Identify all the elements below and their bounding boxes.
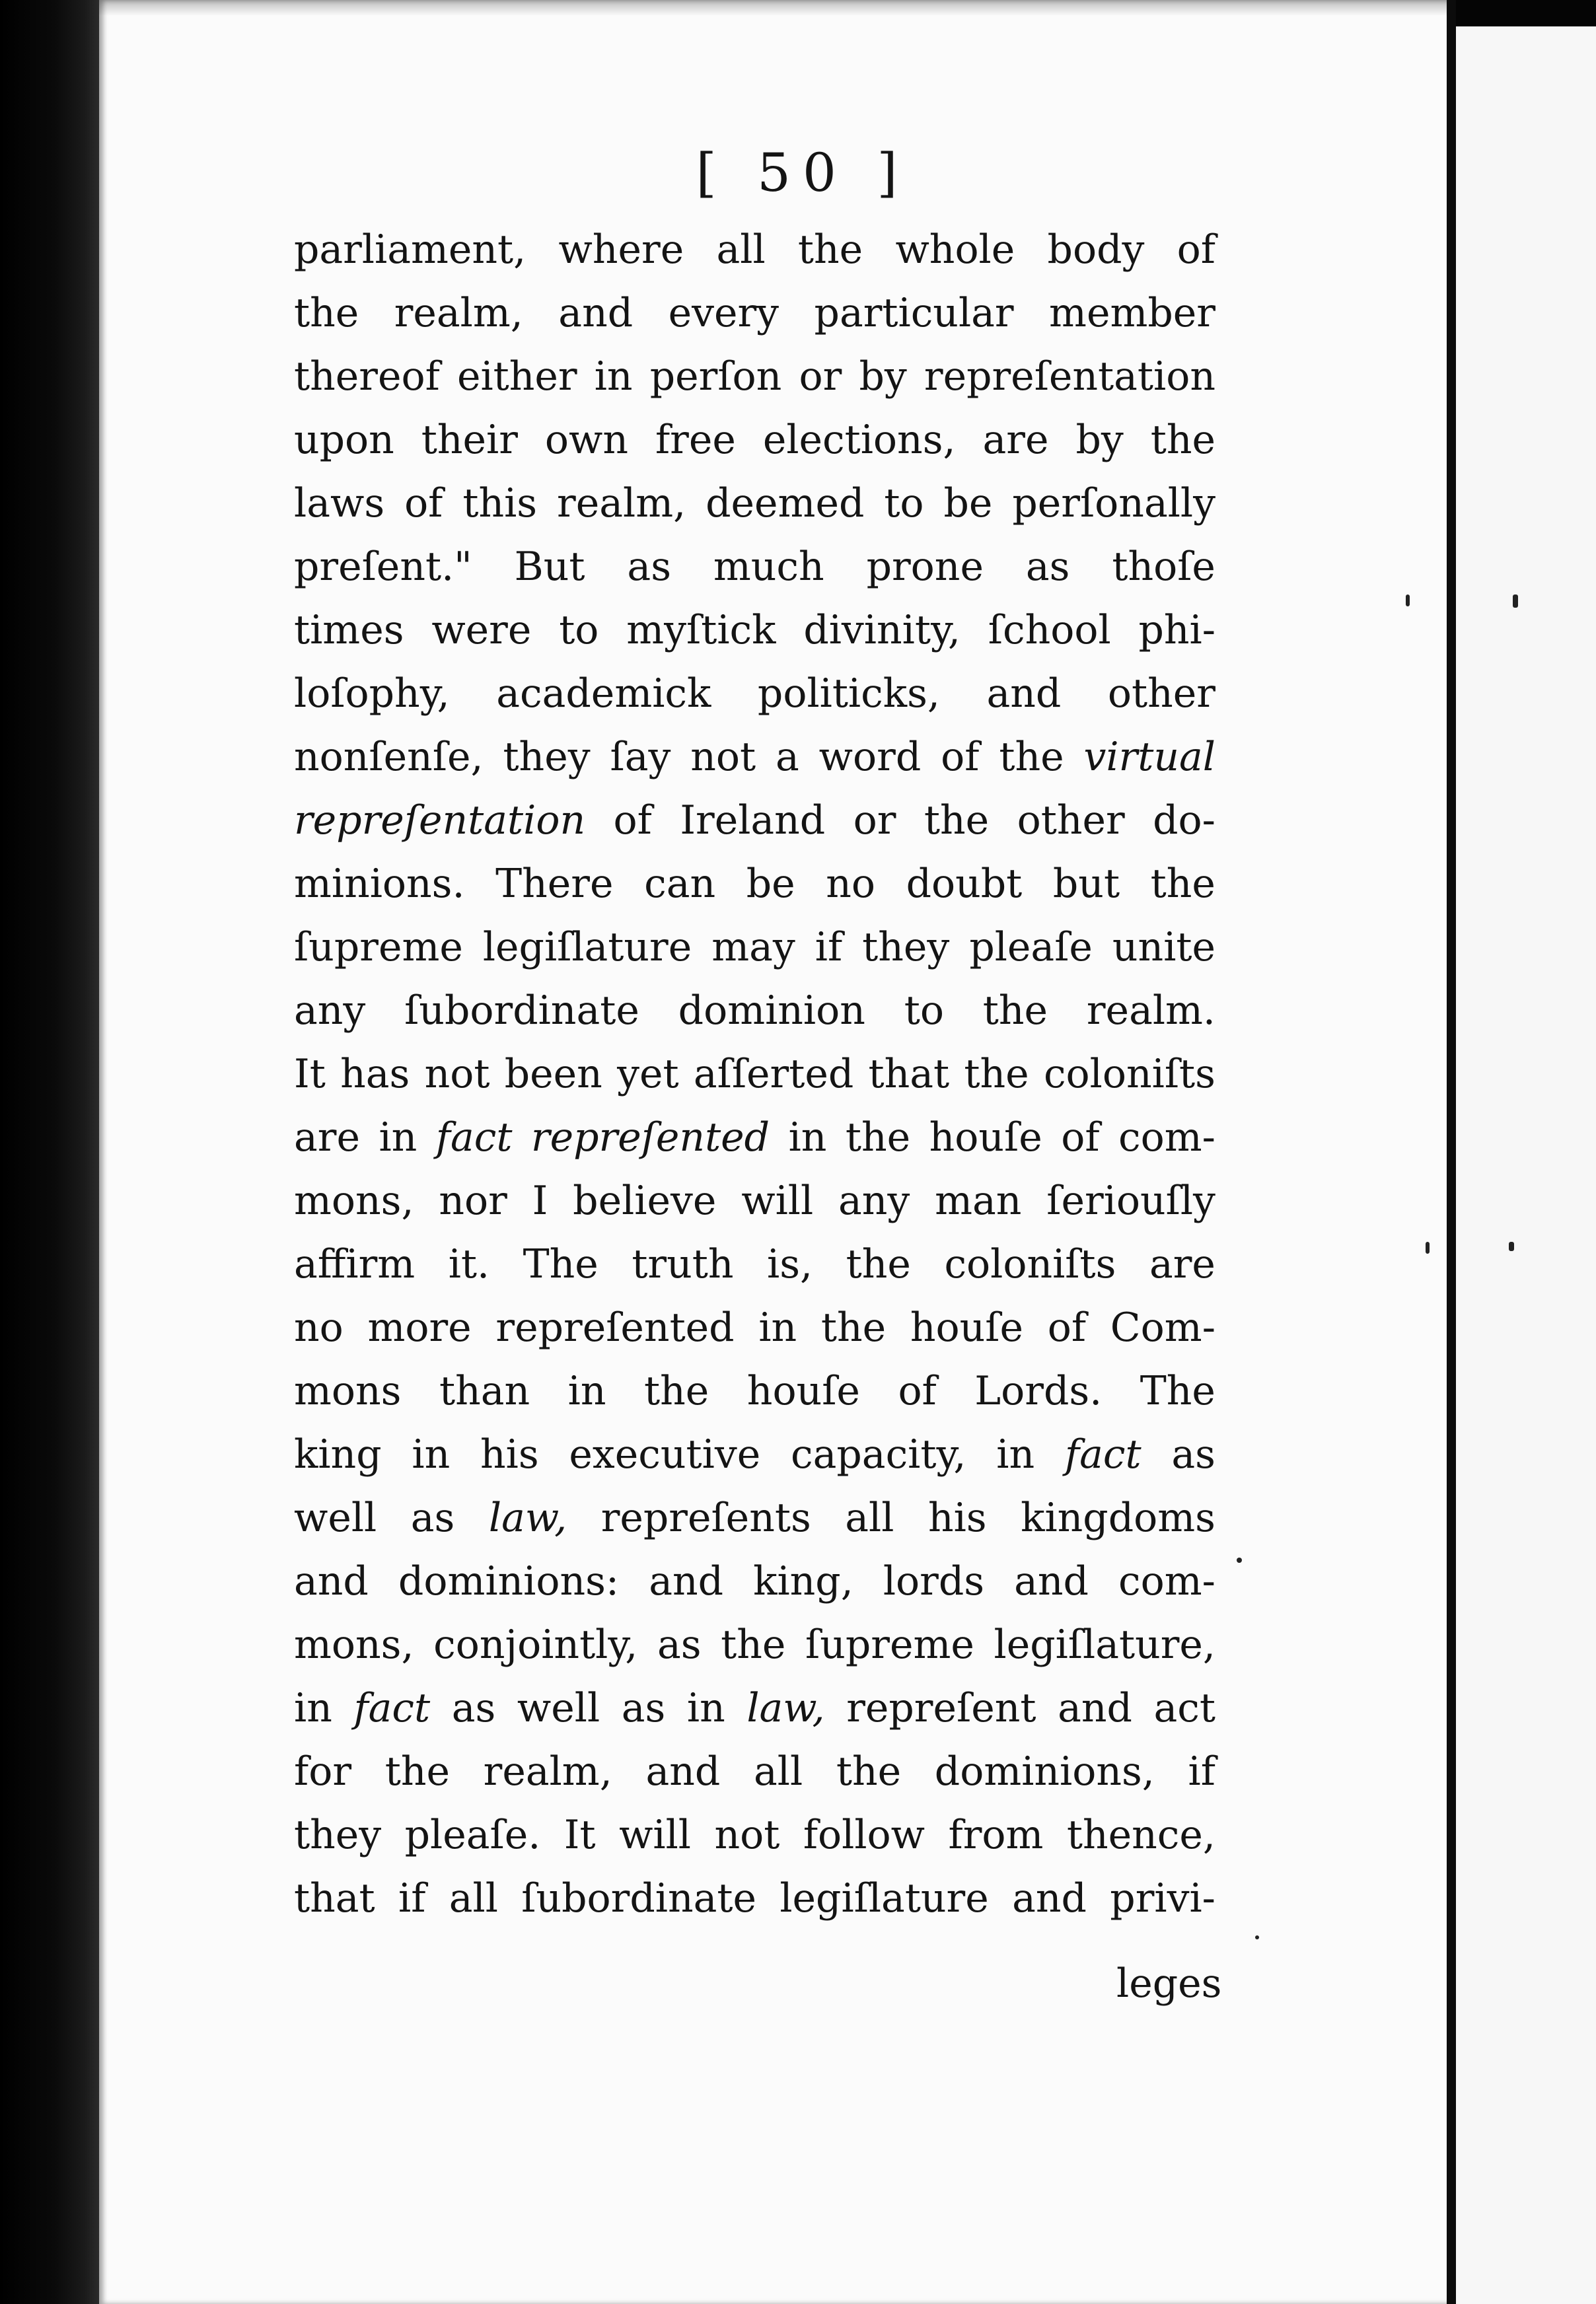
word: divinity,: [803, 607, 961, 653]
word: as: [621, 1685, 666, 1731]
word: by: [859, 353, 907, 400]
text-line: [294, 979, 1215, 1042]
text-line: [294, 1486, 1215, 1550]
word: realm,: [483, 1748, 612, 1795]
text-line: [294, 218, 1215, 281]
word: the: [820, 1305, 887, 1351]
word: other: [1017, 797, 1125, 844]
word: where: [558, 227, 684, 273]
word: well: [517, 1685, 600, 1731]
word: Com-: [1110, 1305, 1215, 1351]
word: their: [421, 417, 518, 463]
word: be: [746, 861, 795, 907]
word: ſeriouſly: [1046, 1178, 1215, 1224]
word: to: [884, 480, 924, 526]
word: will: [741, 1178, 814, 1224]
word: academick: [496, 670, 711, 717]
word: fact: [435, 1114, 513, 1161]
word: not: [690, 734, 756, 780]
catchword: leges: [1116, 1961, 1222, 2007]
word: The: [523, 1241, 598, 1287]
word: mons: [294, 1368, 402, 1414]
facing-page-edge: [1456, 26, 1596, 2304]
ink-speck: [1509, 1242, 1514, 1251]
word: truth: [632, 1241, 734, 1287]
word: of: [613, 797, 652, 844]
word: well: [294, 1495, 377, 1541]
text-line: [294, 662, 1215, 725]
word: myſtick: [626, 607, 776, 653]
word: the: [964, 1051, 1029, 1097]
word: nonſenſe,: [294, 734, 484, 780]
word: or: [853, 797, 896, 844]
word: elections,: [762, 417, 956, 463]
word: repreſents: [600, 1495, 811, 1541]
word: of: [941, 734, 980, 780]
word: own: [544, 417, 628, 463]
word: it.: [448, 1241, 490, 1287]
word: no: [826, 861, 875, 907]
text-line: [294, 1613, 1215, 1676]
word: more: [367, 1305, 472, 1351]
text-line: [294, 852, 1215, 916]
word: thence,: [1066, 1812, 1215, 1858]
word: affirm: [294, 1241, 416, 1287]
word: nor: [439, 1178, 507, 1224]
word: is,: [767, 1241, 813, 1287]
word: they: [862, 924, 950, 970]
word: houſe: [929, 1114, 1042, 1161]
text-line: [294, 1296, 1215, 1359]
word: of: [1047, 1305, 1087, 1351]
word: of: [1177, 227, 1215, 273]
word: can: [644, 861, 716, 907]
word: the: [846, 1241, 911, 1287]
body-text: [294, 218, 1215, 1930]
word: Lords.: [974, 1368, 1103, 1414]
word: dominions,: [934, 1748, 1155, 1795]
word: member: [1049, 290, 1215, 336]
word: follow: [803, 1812, 925, 1858]
ink-speck: [1513, 594, 1518, 608]
word: the: [644, 1368, 709, 1414]
word: dominions:: [398, 1558, 620, 1604]
ink-speck: [1426, 1242, 1430, 1254]
word: been: [504, 1051, 602, 1097]
word: the: [721, 1622, 786, 1668]
word: laws: [294, 480, 385, 526]
word: are: [294, 1114, 360, 1161]
word: are: [1149, 1241, 1215, 1287]
word: may: [711, 924, 795, 970]
word: in: [567, 1368, 606, 1414]
text-line: [294, 1676, 1215, 1740]
word: as: [1025, 544, 1070, 590]
word: pleaſe.: [404, 1812, 541, 1858]
text-line: [294, 1740, 1215, 1803]
word: com-: [1118, 1114, 1215, 1161]
word: lords: [883, 1558, 985, 1604]
text-line: [294, 598, 1215, 662]
word: if: [815, 924, 843, 970]
word: I: [532, 1178, 548, 1224]
word: other: [1107, 670, 1215, 717]
word: legiſlature,: [994, 1622, 1215, 1668]
word: ſay: [610, 734, 671, 780]
book-gutter: [1447, 0, 1456, 2304]
word: kingdoms: [1021, 1495, 1215, 1541]
word: king: [294, 1431, 382, 1478]
word: as: [451, 1685, 496, 1731]
word: mons,: [294, 1178, 414, 1224]
word: by: [1075, 417, 1124, 463]
text-line: [294, 725, 1215, 789]
word: phi-: [1138, 607, 1215, 653]
word: as: [627, 544, 671, 590]
text-line: [294, 1423, 1215, 1486]
word: any: [838, 1178, 910, 1224]
text-line: [294, 1867, 1215, 1930]
word: politicks,: [757, 670, 940, 717]
word: and: [986, 670, 1062, 717]
word: the: [384, 1748, 450, 1795]
word: privi-: [1110, 1875, 1215, 1922]
word: as: [657, 1622, 702, 1668]
word: in: [412, 1431, 451, 1478]
word: capacity,: [791, 1431, 966, 1478]
word: pleaſe: [969, 924, 1093, 970]
text-line: [294, 1169, 1215, 1233]
ink-speck: [1237, 1558, 1242, 1563]
word: as: [410, 1495, 455, 1541]
word: It: [294, 1051, 326, 1097]
word: body: [1047, 227, 1145, 273]
word: yet: [617, 1051, 679, 1097]
word: of: [1061, 1114, 1100, 1161]
word: they: [294, 1812, 382, 1858]
word: particular: [814, 290, 1014, 336]
word: and: [1012, 1875, 1087, 1922]
word: his: [927, 1495, 987, 1541]
ink-speck: [1406, 594, 1410, 606]
word: virtual: [1083, 734, 1215, 780]
word: be: [943, 480, 993, 526]
word: will: [619, 1812, 691, 1858]
word: fact: [1064, 1431, 1142, 1478]
word: and: [558, 290, 634, 336]
word: or: [799, 353, 842, 400]
word: ſupreme: [294, 924, 463, 970]
word: to: [904, 988, 944, 1034]
word: and: [1014, 1558, 1089, 1604]
word: But: [514, 544, 585, 590]
word: whole: [895, 227, 1015, 273]
word: the: [999, 734, 1064, 780]
text-line: [294, 281, 1215, 345]
word: perſonally: [1012, 480, 1215, 526]
word: the: [845, 1114, 911, 1161]
word: executive: [569, 1431, 761, 1478]
word: ſubordinate: [404, 988, 639, 1034]
word: prone: [866, 544, 984, 590]
page-top-shadow: [99, 0, 1447, 16]
word: realm.: [1086, 988, 1215, 1034]
word: unite: [1112, 924, 1215, 970]
page-number: [ 50 ]: [696, 142, 910, 203]
word: thereof: [294, 353, 440, 400]
word: than: [439, 1368, 530, 1414]
word: and: [645, 1748, 721, 1795]
word: not: [424, 1051, 490, 1097]
text-line: [294, 1803, 1215, 1867]
word: from: [948, 1812, 1044, 1858]
word: times: [294, 607, 404, 653]
word: dominion: [678, 988, 865, 1034]
word: and: [649, 1558, 724, 1604]
word: repreſent: [846, 1685, 1036, 1731]
text-line: [294, 1359, 1215, 1423]
word: in: [294, 1685, 332, 1731]
word: legiſlature: [482, 924, 692, 970]
word: repreſented: [495, 1305, 735, 1351]
word: they: [503, 734, 591, 780]
word: that: [294, 1875, 375, 1922]
text-line: [294, 1233, 1215, 1296]
word: all: [449, 1875, 498, 1922]
word: law,: [488, 1495, 567, 1541]
word: to: [559, 607, 599, 653]
word: the: [836, 1748, 902, 1795]
word: coloniſts: [944, 1241, 1116, 1287]
word: in: [996, 1431, 1035, 1478]
word: as: [1171, 1431, 1215, 1478]
word: in: [594, 353, 633, 400]
word: free: [655, 417, 736, 463]
word: of: [404, 480, 443, 526]
word: no: [294, 1305, 344, 1351]
text-line: [294, 408, 1215, 472]
word: conjointly,: [433, 1622, 638, 1668]
text-line: [294, 472, 1215, 535]
word: of: [898, 1368, 937, 1414]
word: the: [1150, 861, 1215, 907]
word: repreſentation: [294, 797, 586, 844]
word: in: [686, 1685, 725, 1731]
word: the: [797, 227, 863, 273]
ink-speck: [1255, 1935, 1259, 1939]
word: every: [668, 290, 780, 336]
word: man: [935, 1178, 1022, 1224]
word: that: [868, 1051, 950, 1097]
word: perſon: [649, 353, 782, 400]
word: mons,: [294, 1622, 414, 1668]
word: but: [1052, 861, 1120, 907]
word: the: [924, 797, 990, 844]
word: all: [845, 1495, 894, 1541]
word: law,: [746, 1685, 825, 1731]
word: in: [788, 1114, 827, 1161]
word: are: [982, 417, 1049, 463]
word: houſe: [746, 1368, 860, 1414]
word: were: [431, 607, 532, 653]
word: The: [1140, 1368, 1215, 1414]
word: and: [294, 1558, 369, 1604]
word: com-: [1118, 1558, 1215, 1604]
word: in: [379, 1114, 417, 1161]
word: all: [716, 227, 766, 273]
word: any: [294, 988, 366, 1034]
word: word: [818, 734, 922, 780]
word: act: [1153, 1685, 1215, 1731]
word: has: [340, 1051, 410, 1097]
word: for: [294, 1748, 352, 1795]
text-line: [294, 789, 1215, 852]
left-page-edge: [0, 0, 99, 2304]
word: in: [758, 1305, 797, 1351]
word: much: [713, 544, 824, 590]
word: There: [495, 861, 614, 907]
word: minions.: [294, 861, 465, 907]
word: coloniſts: [1043, 1051, 1215, 1097]
word: the: [982, 988, 1048, 1034]
word: king,: [753, 1558, 853, 1604]
word: his: [480, 1431, 539, 1478]
word: either: [456, 353, 577, 400]
word: deemed: [706, 480, 865, 526]
word: this: [462, 480, 538, 526]
word: not: [714, 1812, 780, 1858]
word: ſchool: [988, 607, 1111, 653]
word: houſe: [910, 1305, 1023, 1351]
word: believe: [573, 1178, 717, 1224]
word: ſupreme: [805, 1622, 974, 1668]
word: aſſerted: [693, 1051, 854, 1097]
word: a: [776, 734, 799, 780]
word: doubt: [906, 861, 1023, 907]
word: the: [294, 290, 359, 336]
text-line: [294, 916, 1215, 979]
word: It: [563, 1812, 596, 1858]
word: preſent.": [294, 544, 472, 590]
text-line: [294, 1042, 1215, 1106]
word: if: [398, 1875, 426, 1922]
word: thoſe: [1112, 544, 1215, 590]
word: repreſented: [530, 1114, 770, 1161]
word: realm,: [557, 480, 686, 526]
word: upon: [294, 417, 394, 463]
word: do-: [1153, 797, 1215, 844]
word: fact: [353, 1685, 431, 1731]
word: legiſlature: [780, 1875, 989, 1922]
word: parliament,: [294, 227, 526, 273]
word: and: [1058, 1685, 1132, 1731]
word: if: [1188, 1748, 1215, 1795]
word: the: [1150, 417, 1215, 463]
text-line: [294, 1550, 1215, 1613]
word: realm,: [394, 290, 523, 336]
word: all: [753, 1748, 803, 1795]
text-line: [294, 345, 1215, 408]
word: loſophy,: [294, 670, 450, 717]
text-line: [294, 535, 1215, 598]
word: Ireland: [680, 797, 826, 844]
word: ſubordinate: [521, 1875, 756, 1922]
text-line: [294, 1106, 1215, 1169]
word: repreſentation: [924, 353, 1215, 400]
